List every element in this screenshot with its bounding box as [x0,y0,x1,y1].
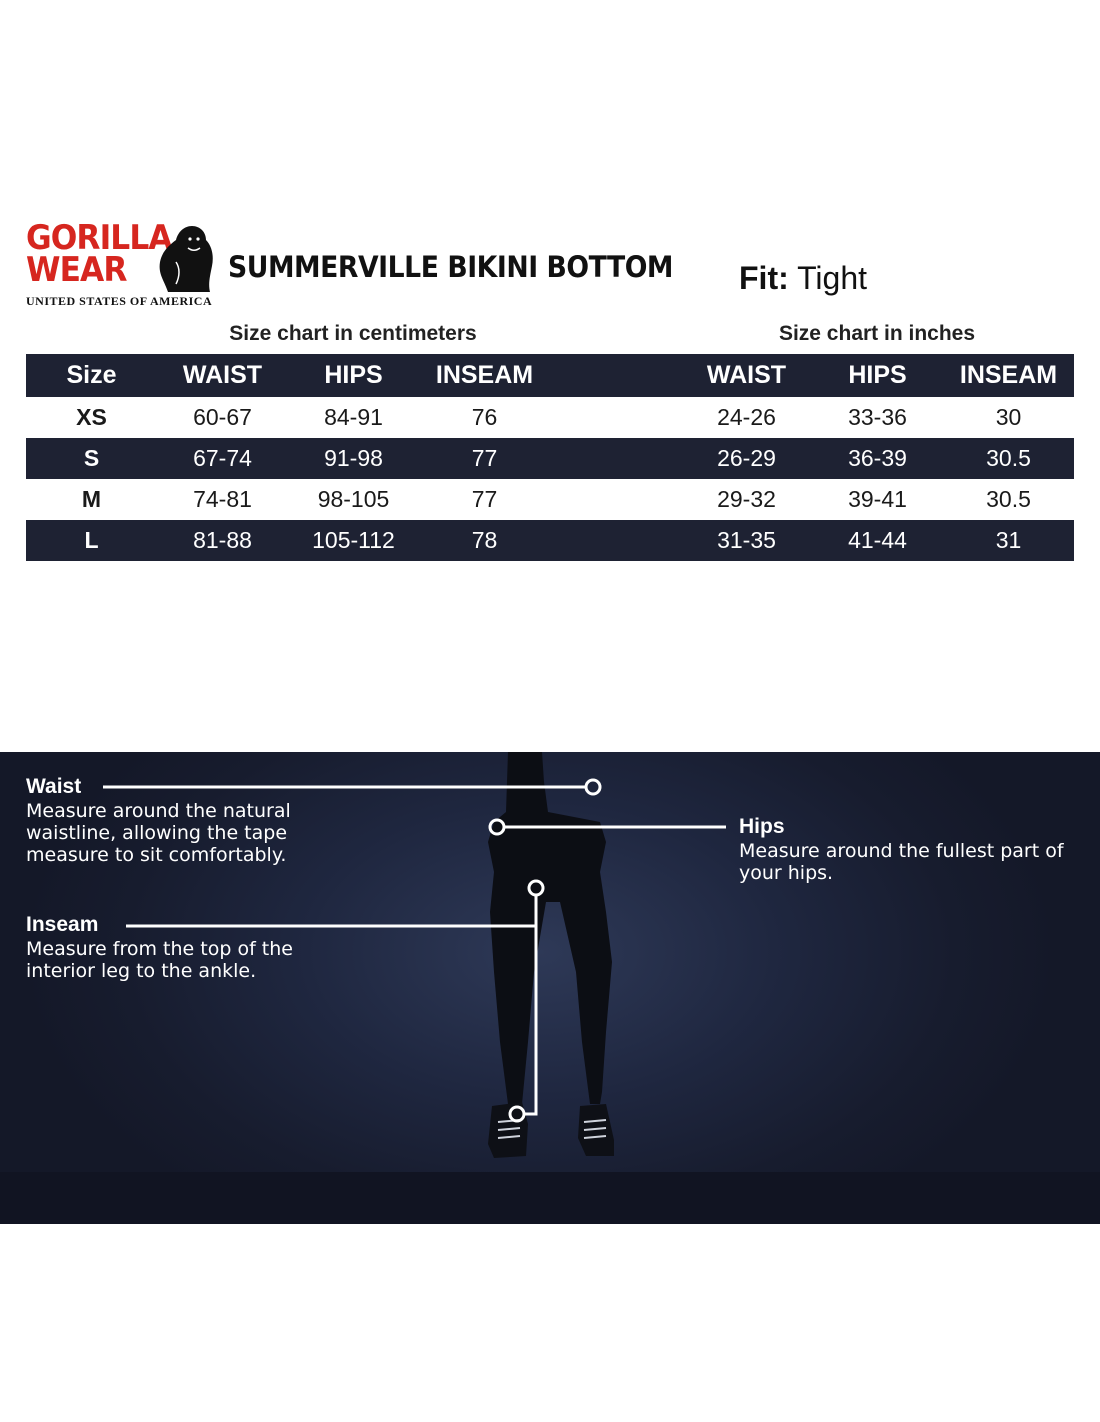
right-shoe [578,1104,614,1156]
size-cell: S [83,445,100,471]
column-header-size: Size [66,361,117,389]
size-cell: L [84,527,99,553]
spacer-cell [550,520,681,561]
hips-cm-cell: 105-112 [312,527,395,553]
column-header-inseam-cm: INSEAM [435,361,534,389]
product-title: SUMMERVILLE BIKINI BOTTOM [228,250,674,284]
waist-cm-cell: 81-88 [193,527,252,553]
measurement-guide-panel [0,752,1100,1172]
hips-in-cell: 41-44 [848,527,907,553]
waist-in-cell: 24-26 [717,404,776,430]
size-chart-table [26,354,1074,561]
fit-indicator [739,260,867,297]
column-header-waist-in: WAIST [706,361,787,389]
hips-in-cell: 36-39 [848,445,907,471]
column-header-inseam-in: INSEAM [959,361,1058,389]
inseam-cm-cell: 76 [471,404,498,430]
inseam-in-cell: 30.5 [986,486,1031,512]
hips-guide-title: Hips [739,815,785,838]
column-header-spacer [550,354,681,397]
caption-inches: Size chart in inches [778,322,976,345]
hips-in-cell: 33-36 [848,404,907,430]
column-header-waist-cm: WAIST [182,361,263,389]
hips-in-cell: 39-41 [848,486,907,512]
table-row [26,397,1074,438]
inseam-guide-title: Inseam [26,913,99,936]
panel-footer-band [0,1172,1100,1224]
inseam-guide-text: Measure from the top of the interior leg to the ankle. [26,938,293,982]
fit-label: Fit: [739,260,789,296]
hips-guide-text: Measure around the fullest part of your hips. [739,840,1064,884]
inseam-cm-cell: 77 [471,445,498,471]
table-row [26,520,1074,561]
model-torso [488,752,612,1104]
waist-in-cell: 29-32 [717,486,776,512]
size-cell: XS [76,404,107,430]
fit-value: Tight [797,260,868,296]
waist-in-cell: 31-35 [717,527,776,553]
hips-cm-cell: 98-105 [317,486,390,512]
waist-cm-cell: 74-81 [193,486,252,512]
inseam-in-cell: 31 [995,527,1022,553]
inseam-cm-cell: 77 [471,486,498,512]
column-header-hips-cm: HIPS [324,361,383,389]
column-header-hips-in: HIPS [848,361,907,389]
inseam-in-cell: 30 [995,404,1022,430]
waist-cm-cell: 60-67 [193,404,252,430]
waist-cm-cell: 67-74 [193,445,252,471]
caption-centimeters: Size chart in centimeters [229,322,477,345]
waist-guide-text: Measure around the natural waistline, allowing the tape measure to sit comfortably. [26,800,291,866]
table-header-row [26,354,1074,397]
brand-logo [26,218,216,312]
logo-wordmark-line1: GORILLA [26,218,172,258]
table-row [26,438,1074,479]
table-row [26,479,1074,520]
spacer-cell [550,438,681,479]
logo-tagline: UNITED STATES OF AMERICA [26,294,213,308]
spacer-cell [550,479,681,520]
logo-wordmark-line2: WEAR [26,250,127,290]
size-cell: M [81,486,102,512]
gorilla-icon [146,222,216,292]
waist-in-cell: 26-29 [717,445,776,471]
waist-marker [586,780,600,794]
waist-guide-title: Waist [26,775,82,798]
hips-cm-cell: 91-98 [324,445,383,471]
hips-cm-cell: 84-91 [324,404,383,430]
spacer-cell [550,397,681,438]
inseam-cm-cell: 78 [471,527,498,553]
inseam-in-cell: 30.5 [986,445,1031,471]
